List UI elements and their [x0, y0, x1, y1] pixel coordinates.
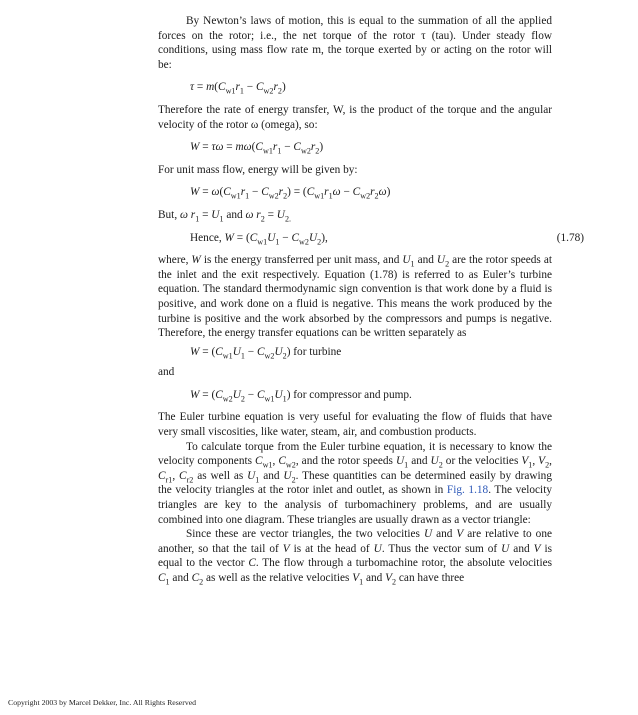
paragraph-unit-mass: For unit mass flow, energy will be given by:	[158, 163, 358, 176]
paragraph-euler-explanation: where, W is the energy transferred per unit mass, and $U_1$ and $U_2$ are the rotor speeds at the inlet and the exit respectively. Equation (1.78) is referred to as Euler’s turbine equation. The standard thermodynamic sign convention is that work done by a fluid is positive, and work done on a fluid is negative. This means the work produced by the turbine is positive and the work absorbed by the compressors and pumps is negative. Therefore, the energy transfer equations can be written separately as	[158, 254, 552, 340]
equation-compressor: $W = (C_{w2}U_2 - C_{w1}U_1)$ for compressor and pump.	[190, 388, 412, 404]
and-text: and	[158, 366, 175, 379]
paragraph-newton: By Newton’s laws of motion, this is equal to the summation of all the applied forces on the rotor; i.e., the net torque of the rotor τ (tau). Under steady flow conditions, using mass flow rate m, the torque exerted by or acting on the rotor will be:	[158, 15, 552, 71]
figure-link[interactable]: Fig. 1.18	[446, 484, 489, 497]
equation-power: $W = \tau\omega = m\omega(C_{w1}r_1 - C_{w2}r_2)$	[190, 141, 324, 156]
paragraph-vector-triangles: Since these are vector triangles, the two velocities U and V are relative to one another, so that the tail of V is at the head of U. Thus the vector sum of U and V is equal to the vector C. The flow through a turbomachine rotor, the absolute velocities $C_1$ and $C_2$ as well as the relative velocities $V_1$ and $V_2$ can have three	[158, 528, 553, 587]
document-page	[158, 14, 584, 587]
equation-euler: Hence, $W = (C_{w1}U_1 - C_{w2}U_2)$, (1.78)	[190, 231, 584, 246]
paragraph-energy-rate: Therefore the rate of energy transfer, W, is the product of the torque and the angular velocity of the rotor ω (omega), so:	[158, 103, 552, 131]
equation-turbine: $W = (C_{w1}U_1 - C_{w2}U_2)$ for turbine	[190, 345, 342, 360]
copyright-footer: Copyright 2003 by Marcel Dekker, Inc. All Rights Reserved	[8, 698, 197, 707]
equation-unit-mass: $W = \omega(C_{w1}r_1 - C_{w2}r_2) = (C_{w1}r_1\omega - C_{w2}r_2\omega)$	[190, 186, 391, 201]
equation-torque: $\tau = m(C_{w1}r_1 - C_{w2}r_2)$	[190, 81, 286, 96]
equation-number: (1.78)	[556, 231, 584, 244]
paragraph-euler-usefulness: The Euler turbine equation is very useful for evaluating the flow of fluids that have very small viscosities, like water, steam, air, and combustion products.	[158, 411, 552, 439]
paragraph-velocity-triangles: To calculate torque from the Euler turbine equation, it is necessary to know the velocity components $C_{w1}$, $C_{w2}$, and the rotor speeds $U_1$ and $U_2$ or the velocities $V_1$, $V_2$, $C_{r1}$, $C_{r2}$ as well as $U_1$ and $U_2$. These quantities can be determined easily by drawing the velocity triangles at the rotor inlet and outlet, as shown in Fig. 1.18. The velocity triangles are key to the analysis of turbomachinery problems, and are usually combined into one diagram. These triangles are usually drawn as a vector triangle:	[158, 440, 552, 526]
paragraph-but: But, ω $r_1 = U_1$ and ω $r_2 = U_{2.}$	[158, 208, 292, 224]
